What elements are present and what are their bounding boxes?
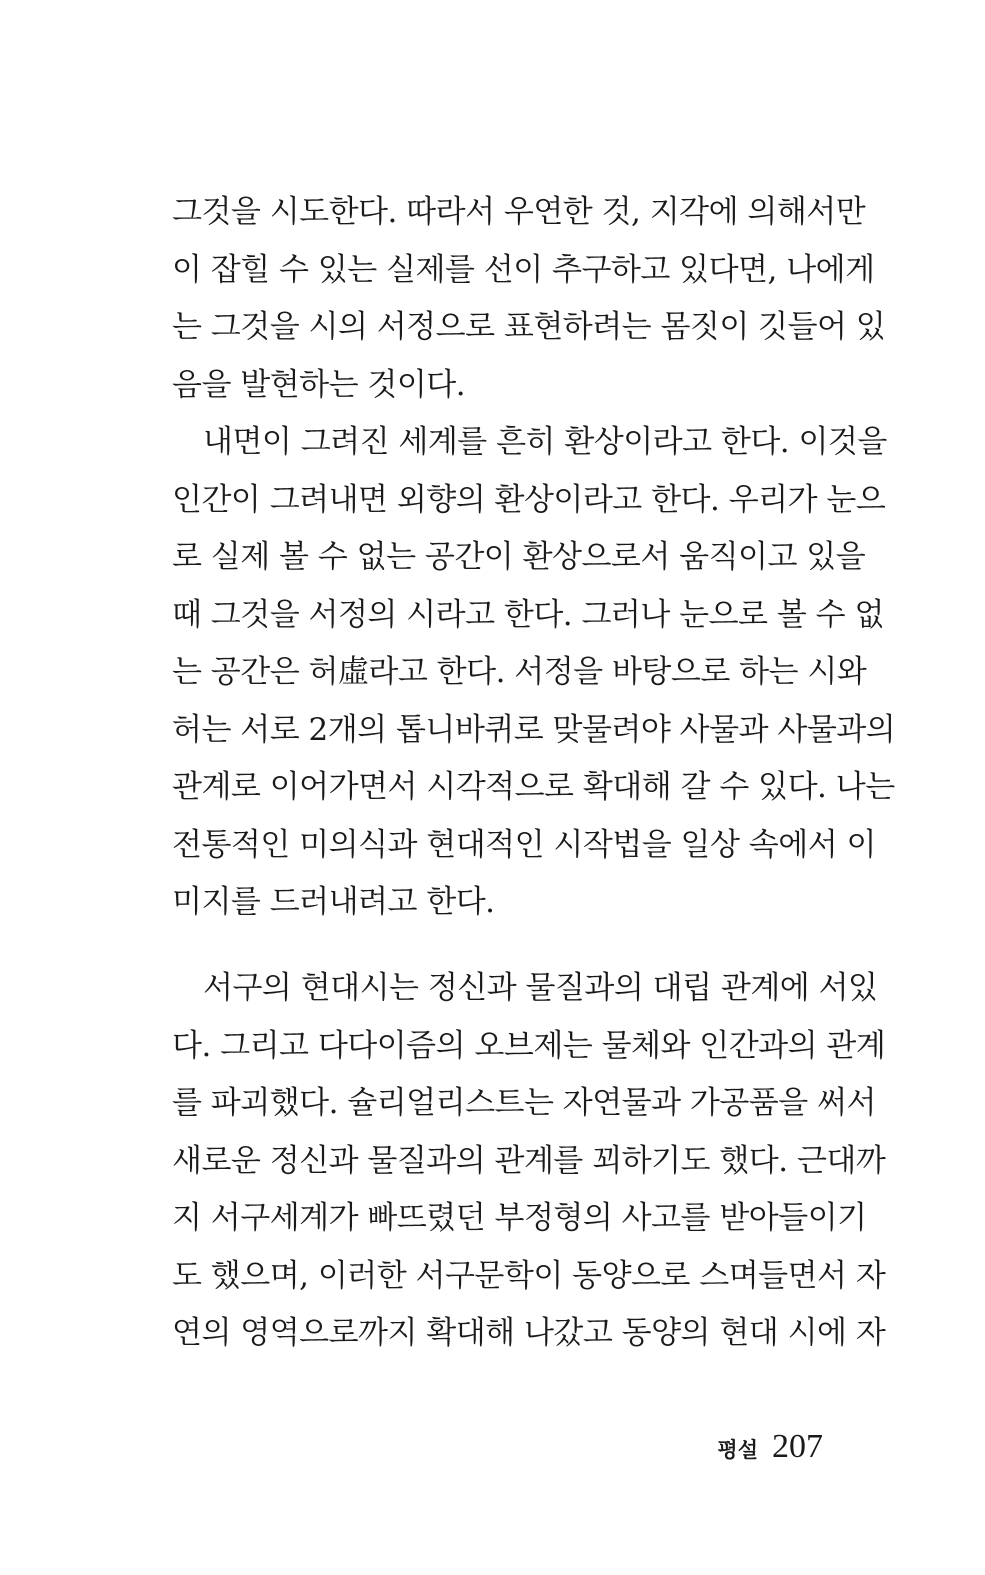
text-line: 음을 발현하는 것이다. [172, 366, 466, 403]
text-block-lower [172, 960, 886, 1363]
text-line: 새로운 정신과 물질과의 관계를 꾀하기도 했다. 근대까 [172, 1142, 886, 1179]
text-line: 그것을 시도한다. 따라서 우연한 것, 지각에 의해서만 [172, 194, 866, 230]
text-line: 는 그것을 시의 서정으로 표현하려는 몸짓이 깃들어 있 [172, 309, 886, 345]
text-line: 연의 영역으로까지 확대해 나갔고 동양의 현대 시에 자 [172, 1315, 886, 1351]
paragraph-1 [172, 184, 886, 414]
text-block-upper [172, 184, 896, 932]
paragraph-3 [172, 960, 886, 1363]
text-line: 관계로 이어가면서 시각적으로 확대해 갈 수 있다. 나는 [172, 769, 895, 805]
text-line: 도 했으며, 이러한 서구문학이 동양으로 스며들면서 자 [172, 1257, 886, 1294]
text-line: 는 공간은 허虛라고 한다. 서정을 바탕으로 하는 시와 [172, 654, 867, 690]
text-line: 미지를 드러내려고 한다. [172, 884, 495, 920]
page-number: 207 [772, 1428, 823, 1465]
text-line: 인간이 그려내면 외향의 환상이라고 한다. 우리가 눈으 [172, 481, 886, 518]
text-line: 전통적인 미의식과 현대적인 시작법을 일상 속에서 이 [172, 826, 876, 863]
text-line: 서구의 현대시는 정신과 물질과의 대립 관계에 서있 [203, 970, 878, 1006]
text-line: 지 서구세계가 빠뜨렸던 부정형의 사고를 받아들이기 [172, 1200, 867, 1236]
text-line: 다. 그리고 다다이즘의 오브제는 물체와 인간과의 관계 [172, 1027, 886, 1064]
text-line: 허는 서로 2개의 톱니바퀴로 맞물려야 사물과 사물과의 [172, 711, 896, 748]
text-line: 내면이 그려진 세계를 흔히 환상이라고 한다. 이것을 [203, 424, 887, 460]
paragraph-2 [172, 414, 896, 932]
running-head: 평설 [717, 1438, 758, 1462]
page-footer [717, 1428, 823, 1466]
text-line: 이 잡힐 수 있는 실제를 선이 추구하고 있다면, 나에게 [172, 251, 875, 288]
text-line: 로 실제 볼 수 없는 공간이 환상으로서 움직이고 있을 [172, 539, 866, 575]
text-line: 를 파괴했다. 슐리얼리스트는 자연물과 가공품을 써서 [172, 1085, 876, 1121]
text-line: 때 그것을 서정의 시라고 한다. 그러나 눈으로 볼 수 없 [172, 596, 884, 633]
